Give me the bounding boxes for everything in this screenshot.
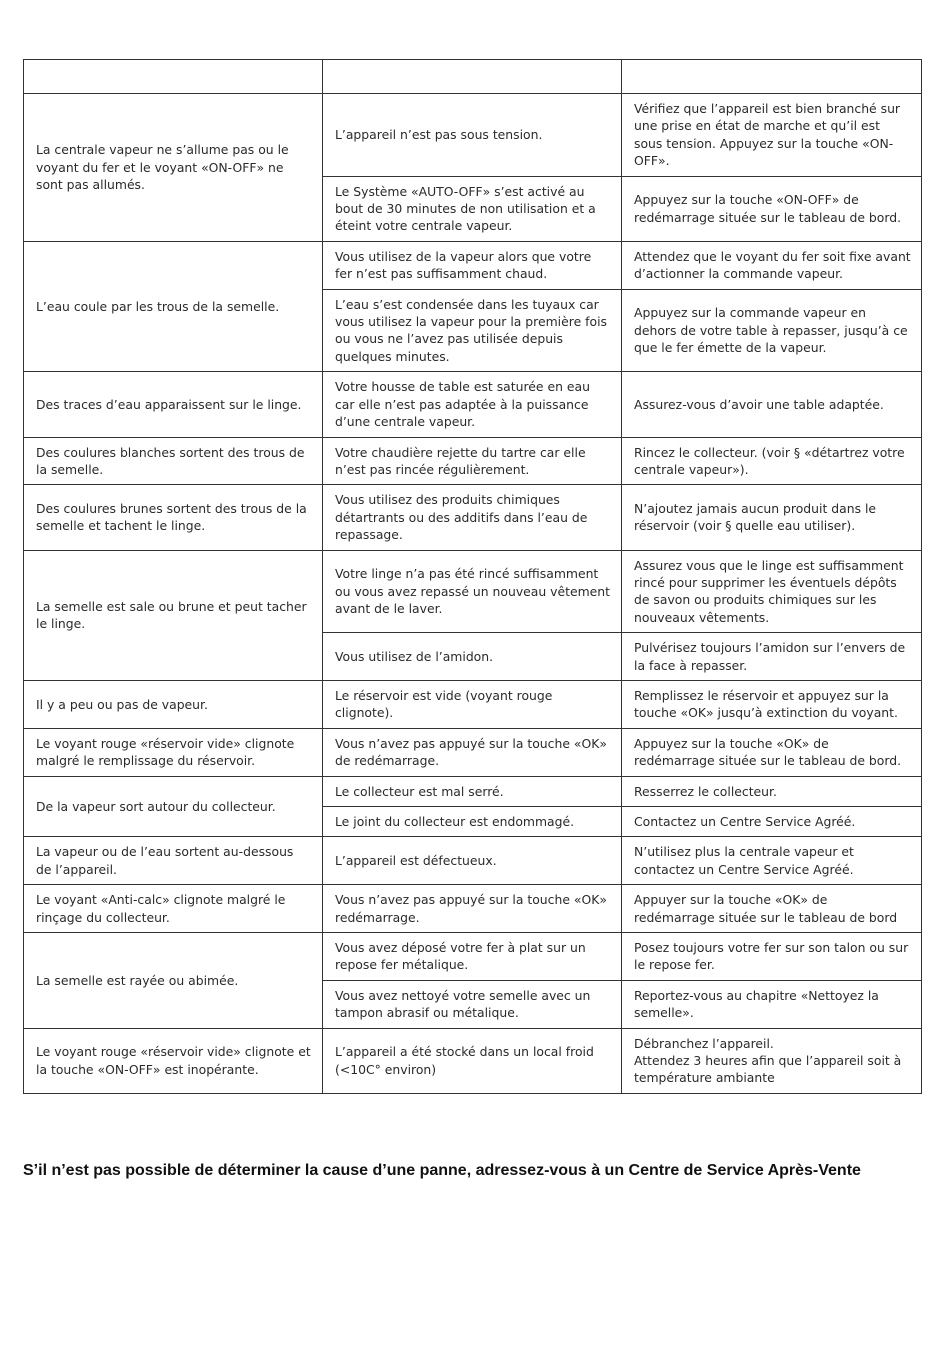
cause-cell: Le joint du collecteur est endommagé.: [323, 807, 622, 837]
table-row: [24, 94, 922, 177]
solution-cell: Contactez un Centre Service Agréé.: [622, 807, 922, 837]
cause-cell: Vous n’avez pas appuyé sur la touche «OK» redémarrage.: [323, 885, 622, 933]
solution-cell: Assurez-vous d’avoir une table adaptée.: [622, 372, 922, 437]
solution-cell: N’ajoutez jamais aucun produit dans le réservoir (voir § quelle eau utiliser).: [622, 485, 922, 550]
cause-cell: Le réservoir est vide (voyant rouge clignote).: [323, 680, 622, 728]
cause-cell: Vous utilisez de l’amidon.: [323, 633, 622, 681]
table-row: [24, 680, 922, 728]
solution-cell: Assurez vous que le linge est suffisamment rincé pour supprimer les éventuels dépôts de savon ou produits chimiques sur les nouveaux vêtements.: [622, 550, 922, 633]
table-row: [24, 372, 922, 437]
solution-cell: Reportez-vous au chapitre «Nettoyez la semelle».: [622, 980, 922, 1028]
cause-cell: Vous utilisez de la vapeur alors que votre fer n’est pas suffisamment chaud.: [323, 241, 622, 289]
solution-cell: Appuyez sur la touche «OK» de redémarrage située sur le tableau de bord.: [622, 728, 922, 776]
table-row: [24, 485, 922, 550]
cause-cell: Votre chaudière rejette du tartre car elle n’est pas rincée régulièrement.: [323, 437, 622, 485]
table-row: [24, 550, 922, 633]
table-row: [24, 837, 922, 885]
problem-cell: Des coulures brunes sortent des trous de la semelle et tachent le linge.: [24, 485, 323, 550]
cause-cell: Le collecteur est mal serré.: [323, 776, 622, 806]
cause-cell: L’appareil est défectueux.: [323, 837, 622, 885]
table-row: [24, 437, 922, 485]
cause-cell: Votre housse de table est saturée en eau car elle n’est pas adaptée à la puissance d’une centrale vapeur.: [323, 372, 622, 437]
after-sales-note: S’il n’est pas possible de déterminer la cause d’une panne, adressez-vous à un Centre de Service Après-Vente: [23, 1162, 861, 1179]
cause-cell: L’appareil a été stocké dans un local froid (<10C° environ): [323, 1028, 622, 1093]
problem-cell: Il y a peu ou pas de vapeur.: [24, 680, 323, 728]
table-row: [24, 885, 922, 933]
table-body: [24, 94, 922, 1094]
problem-cell: Le voyant rouge «réservoir vide» clignote malgré le remplissage du réservoir.: [24, 728, 323, 776]
header-problem: [24, 60, 323, 94]
table-header: [24, 60, 922, 94]
problem-cell: La semelle est sale ou brune et peut tacher le linge.: [24, 550, 323, 680]
problem-cell: Le voyant rouge «réservoir vide» clignote et la touche «ON-OFF» est inopérante.: [24, 1028, 323, 1093]
header-solution: [622, 60, 922, 94]
cause-cell: Votre linge n’a pas été rincé suffisamment ou vous avez repassé un nouveau vêtement avant de le laver.: [323, 550, 622, 633]
header-row: [24, 60, 922, 94]
table-row: [24, 1028, 922, 1093]
table-row: [24, 776, 922, 806]
solution-cell: Vérifiez que l’appareil est bien branché sur une prise en état de marche et qu’il est sous tension. Appuyez sur la touche «ON-OFF».: [622, 94, 922, 177]
troubleshooting-table: [23, 59, 922, 1094]
problem-cell: De la vapeur sort autour du collecteur.: [24, 776, 323, 837]
problem-cell: Des traces d’eau apparaissent sur le linge.: [24, 372, 323, 437]
solution-cell: Appuyer sur la touche «OK» de redémarrage située sur le tableau de bord: [622, 885, 922, 933]
table-row: [24, 933, 922, 981]
problem-cell: La centrale vapeur ne s’allume pas ou le voyant du fer et le voyant «ON-OFF» ne sont pas allumés.: [24, 94, 323, 242]
cause-cell: Vous utilisez des produits chimiques détartrants ou des additifs dans l’eau de repassage.: [323, 485, 622, 550]
cause-cell: L’eau s’est condensée dans les tuyaux car vous utilisez la vapeur pour la première fois ou vous ne l’avez pas utilisée depuis quelques minutes.: [323, 289, 622, 372]
problem-cell: La semelle est rayée ou abimée.: [24, 933, 323, 1029]
solution-cell: Remplissez le réservoir et appuyez sur la touche «OK» jusqu’à extinction du voyant.: [622, 680, 922, 728]
cause-cell: Vous avez déposé votre fer à plat sur un repose fer métalique.: [323, 933, 622, 981]
problem-cell: Le voyant «Anti-calc» clignote malgré le rinçage du collecteur.: [24, 885, 323, 933]
solution-cell: N’utilisez plus la centrale vapeur et contactez un Centre Service Agréé.: [622, 837, 922, 885]
cause-cell: L’appareil n’est pas sous tension.: [323, 94, 622, 177]
solution-cell: Appuyez sur la touche «ON-OFF» de redémarrage située sur le tableau de bord.: [622, 176, 922, 241]
header-cause: [323, 60, 622, 94]
solution-cell: Appuyez sur la commande vapeur en dehors de votre table à repasser, jusqu’à ce que le fer émette de la vapeur.: [622, 289, 922, 372]
solution-cell: Pulvérisez toujours l’amidon sur l’envers de la face à repasser.: [622, 633, 922, 681]
solution-cell: Rincez le collecteur. (voir § «détartrez votre centrale vapeur»).: [622, 437, 922, 485]
problem-cell: Des coulures blanches sortent des trous de la semelle.: [24, 437, 323, 485]
solution-cell: Attendez que le voyant du fer soit fixe avant d’actionner la commande vapeur.: [622, 241, 922, 289]
solution-cell: Resserrez le collecteur.: [622, 776, 922, 806]
solution-cell: Débranchez l’appareil. Attendez 3 heures afin que l’appareil soit à température ambiante: [622, 1028, 922, 1093]
table-row: [24, 241, 922, 289]
problem-cell: La vapeur ou de l’eau sortent au-dessous de l’appareil.: [24, 837, 323, 885]
solution-cell: Posez toujours votre fer sur son talon ou sur le repose fer.: [622, 933, 922, 981]
table-row: [24, 728, 922, 776]
cause-cell: Le Système «AUTO-OFF» s’est activé au bout de 30 minutes de non utilisation et a éteint votre centrale vapeur.: [323, 176, 622, 241]
cause-cell: Vous avez nettoyé votre semelle avec un tampon abrasif ou métalique.: [323, 980, 622, 1028]
cause-cell: Vous n’avez pas appuyé sur la touche «OK» de redémarrage.: [323, 728, 622, 776]
problem-cell: L’eau coule par les trous de la semelle.: [24, 241, 323, 371]
